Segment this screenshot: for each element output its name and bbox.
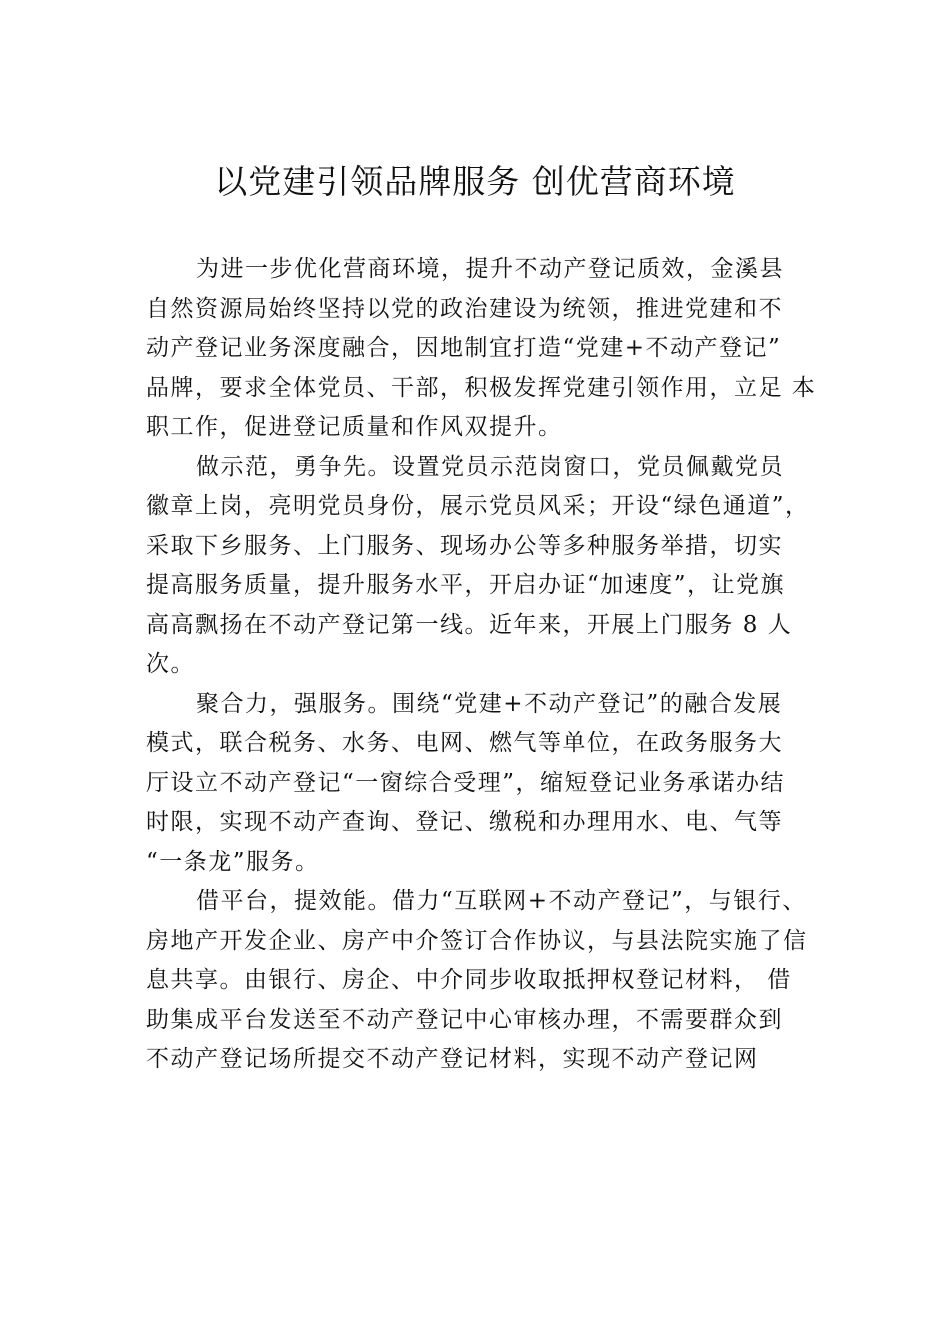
paragraph-line: 徽章上岗，亮明党员身份，展示党员风采；开设“绿色通道”， (146, 493, 810, 519)
paragraph-line: 厅设立不动产登记“一窗综合受理”，缩短登记业务承诺办结 (146, 769, 786, 796)
paragraph-4 (146, 882, 826, 1080)
paragraph-line: 品牌，要求全体党员、干部，积极发挥党建引领作用，立足 本 (146, 374, 817, 401)
paragraph-line: 自然资源局始终坚持以党的政治建设为统领，推进党建和不 (146, 295, 783, 322)
paragraph-line: 息共享。由银行、房企、中介同步收取抵押权登记材料， 借 (146, 967, 792, 993)
paragraph-line: “一条龙”服务。 (146, 848, 320, 875)
paragraph-line: 高高飘扬在不动产登记第一线。近年来，开展上门服务 8 人 (146, 611, 793, 638)
paragraph-line: 职工作，促进登记质量和作风双提升。 (146, 414, 563, 440)
paragraph-line: 做示范，勇争先。设置党员示范岗窗口，党员佩戴党员 (196, 453, 784, 480)
body-text (146, 250, 826, 1080)
paragraph-3 (146, 685, 826, 883)
paragraph-line: 时限，实现不动产查询、登记、缴税和办理用水、电、气等 (146, 809, 783, 835)
paragraph-line: 不动产登记场所提交不动产登记材料，实现不动产登记网 (146, 1046, 759, 1072)
paragraph-1 (146, 250, 826, 448)
paragraph-line: 借平台，提效能。借力“互联网+不动产登记”，与银行、 (196, 888, 807, 914)
paragraph-line: 动产登记业务深度融合，因地制宜打造“党建+不动产登记” (146, 335, 782, 361)
paragraph-line: 提高服务质量，提升服务水平，开启办证“加速度”，让党旗 (146, 572, 786, 598)
paragraph-line: 模式，联合税务、水务、电网、燃气等单位，在政务服务大 (146, 730, 783, 756)
paragraph-line: 采取下乡服务、上门服务、现场办公等多种服务举措，切实 (146, 532, 783, 559)
paragraph-line: 为进一步优化营商环境，提升不动产登记质效，金溪县 (196, 256, 784, 282)
paragraph-line: 助集成平台发送至不动产登记中心审核办理，不需要群众到 (146, 1006, 783, 1033)
paragraph-line: 房地产开发企业、房产中介签订合作协议，与县法院实施了信 (146, 927, 808, 954)
paragraph-line: 聚合力，强服务。围绕“党建+不动产登记”的融合发展 (196, 690, 783, 717)
paragraph-2 (146, 448, 826, 685)
page-title: 以党建引领品牌服务 创优营商环境 (214, 162, 736, 201)
paragraph-line: 次。 (146, 651, 195, 677)
